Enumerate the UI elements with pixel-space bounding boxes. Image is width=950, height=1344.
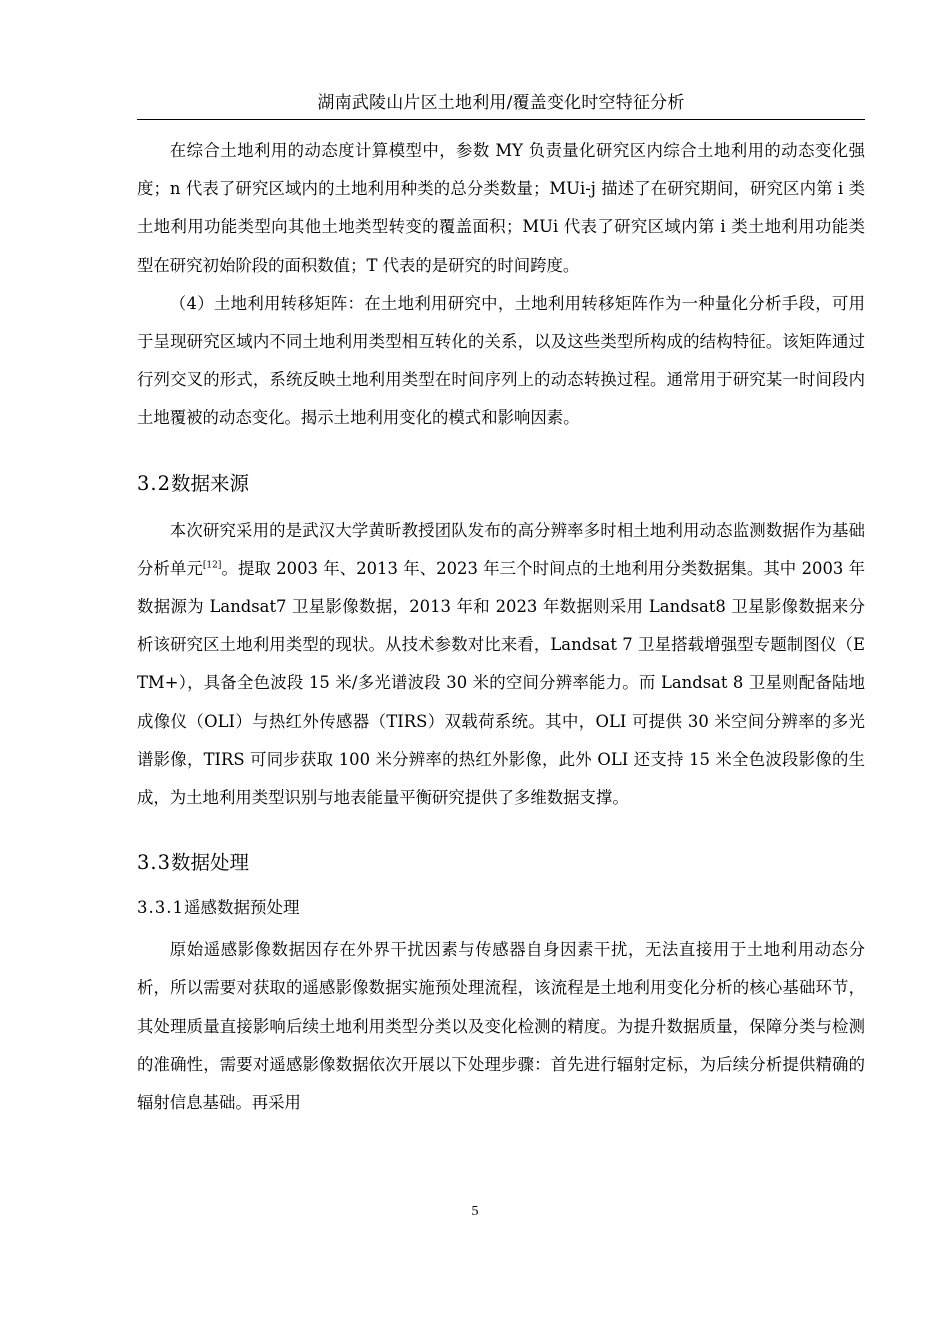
section-title: 数据来源 [171, 471, 250, 495]
paragraph-preprocessing: 原始遥感影像数据因存在外界干扰因素与传感器自身因素干扰，无法直接用于土地利用动态分析，所以需要对获取的遥感影像数据实施预处理流程，该流程是土地利用变化分析的核心基础环节，其处理质量直接影响后续土地利用类型分类以及变化检测的精度。为提升数据质量，保障分类与检测的准确性，需要对遥感影像数据依次开展以下处理步骤：首先进行辐射定标，为后续分析提供精确的辐射信息基础。再采用 [137, 940, 865, 1113]
subsection-title: 遥感数据预处理 [183, 898, 300, 918]
subsection-heading-3-3-1 [137, 897, 865, 919]
header-rule [137, 119, 865, 120]
data-source-text-continued: 。提取 2003 年、2013 年、2023 年三个时间点的土地利用分类数据集。其中 2003 年数据源为 Landsat7 卫星影像数据，2013 年和 2023 年数据则采用 Landsat8 卫星影像数据来分析该研究区土地利用类型的现状。从技术参数对比来看，Landsat 7 卫星搭载增强型专题制图仪（ETM+），具备全色波段 15 米/多光谱波段 30 米的空间分辨率能力。而 Landsat 8 卫星则配备陆地成像仪（OLI）与热红外传感器（TIRS）双载荷系统。其中，OLI 可提供 30 米空间分辨率的多光谱影像，TIRS 可同步获取 100 米分辨率的热红外影像，此外 OLI 还支持 15 米全色波段影像的生成，为土地利用类型识别与地表能量平衡研究提供了多维数据支撑。 [137, 558, 865, 808]
section-number: 3.3 [137, 851, 172, 875]
page-body [137, 132, 865, 1122]
paragraph-dynamic-degree: 在综合土地利用的动态度计算模型中，参数 MY 负责量化研究区内综合土地利用的动态变化强度；n 代表了研究区域内的土地利用种类的总分类数量；MUi-j 描述了在研究期间，研究区内第 i 类土地利用功能类型向其他土地类型转变的覆盖面积；MUi 代表了研究区域内第 i 类土地利用功能类型在研究初始阶段的面积数值；T 代表的是研究的时间跨度。 [137, 141, 865, 275]
paragraph-data-source [137, 512, 865, 818]
citation-reference[interactable]: [12] [202, 560, 222, 571]
data-source-text: 本次研究采用的是武汉大学黄昕教授团队发布的高分辨率多时相土地利用动态监测数据作为基础分析单元 [137, 520, 865, 578]
section-heading-3-3 [137, 851, 865, 875]
subsection-number: 3.3.1 [137, 898, 184, 918]
section-heading-3-2 [137, 472, 865, 496]
section-number: 3.2 [137, 471, 172, 495]
page-number: 5 [471, 1204, 479, 1219]
section-title: 数据处理 [171, 851, 250, 875]
paragraph-transfer-matrix: （4）土地利用转移矩阵：在土地利用研究中，土地利用转移矩阵作为一种量化分析手段，可用于呈现研究区域内不同土地利用类型相互转化的关系，以及这些类型所构成的结构特征。该矩阵通过行列交叉的形式，系统反映土地利用类型在时间序列上的动态转换过程。通常用于研究某一时间段内土地覆被的动态变化。揭示土地利用变化的模式和影响因素。 [137, 293, 865, 428]
running-header: 湖南武陵山片区土地利用/覆盖变化时空特征分析 [317, 93, 685, 113]
